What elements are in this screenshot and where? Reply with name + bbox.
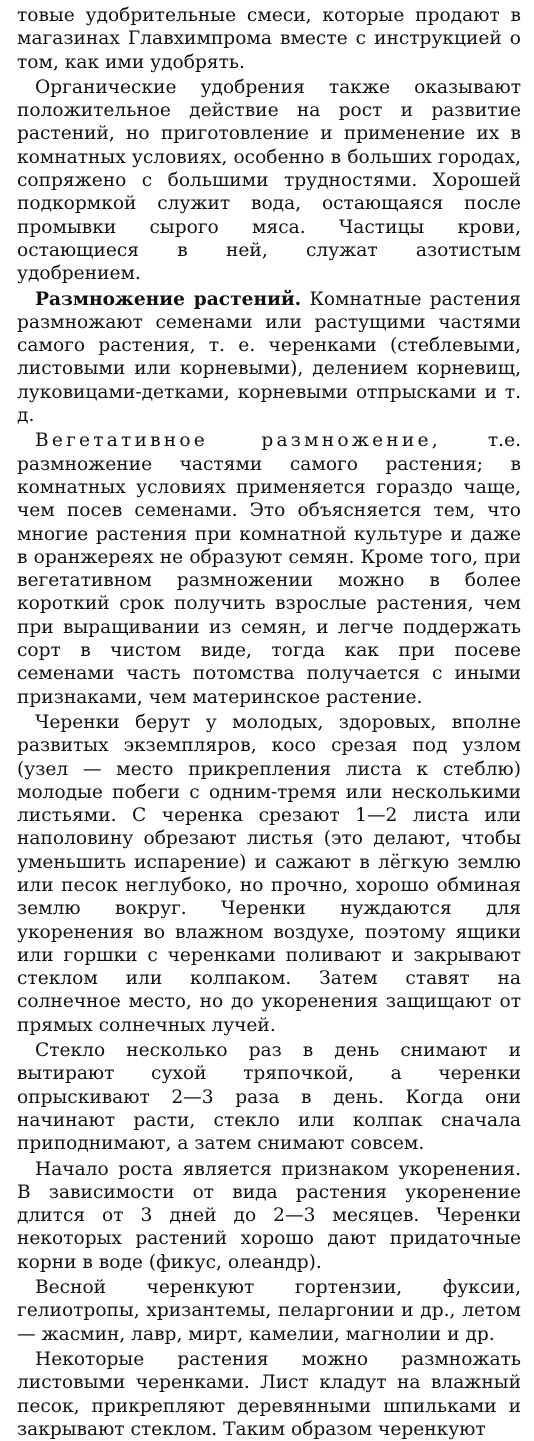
paragraph-text: , т.е. размножение частями самого растения; в комнатных условиях применяется гораздо чаще, чем посев семенами. Это объясняется тем, что многие растения при комнатной культуре и даже в оранжереях не образуют семян. Кроме того, при вегетативном размножении можно в более короткий срок получить взрослые растения, чем при выращивании из семян, и легче поддержать сорт в чистом виде, тогда как при посеве семенами часть потомства получается с иными признаками, чем материнское растение. [17, 430, 521, 708]
paragraph-text: Начало роста является признаком укоренения. В зависимости от вида растения укоренение длится от 3 дней до 2—3 месяцев. Черенки некоторых растений хорошо дают придаточные корни в воде (фикус, олеандр). [17, 1158, 521, 1273]
paragraph-text: Некоторые растения можно размножать листовыми черенками. Лист кладут на влажный песок, прикрепляют деревянными шпильками и закрывают стеклом. Таким образом черенкуют [17, 1348, 521, 1440]
paragraph-text: Комнатные растения размножают семенами или растущими частями самого растения, т. е. черенками (стеблевыми, листовыми или корневыми), делением корневищ, луковицами-детками, корневыми отпрысками и т. д. [17, 288, 521, 427]
paragraph-glass-care [17, 1039, 521, 1155]
paragraph-leaf-cuttings [17, 1348, 521, 1441]
paragraph-plant-propagation [17, 288, 521, 428]
paragraph-seasonal-cuttings [17, 1276, 521, 1346]
paragraph-fertilizer-mixes [17, 4, 521, 74]
paragraph-text: Весной черенкуют гортензии, фуксии, гелиотропы, хризантемы, пеларгонии и др., летом — жасмин, лавр, мирт, камелии, магнолии и др. [17, 1277, 521, 1345]
section-heading-propagation: Размножение растений. [35, 288, 302, 310]
paragraph-text: Органические удобрения также оказывают положительное действие на рост и развитие растений, но приготовление и применение их в комнатных условиях, особенно в больших городах, сопряжено с большими трудностями. Хорошей подкормкой служит вода, остающаяся после промывки сырого мяса. Частицы крови, остающиеся в ней, служат азотистым удобрением. [17, 76, 521, 285]
paragraph-cuttings [17, 711, 521, 1037]
paragraph-text: Черенки берут у молодых, здоровых, вполне развитых экземпляров, косо срезая под узлом (узел — место прикрепления листа к стеблю) молодые побеги с одним-тремя или несколькими листьями. С черенка срезают 1—2 листа или наполовину обрезают листья (это делают, чтобы уменьшить испарение) и сажают в лёгкую землю или песок неглубоко, но прочно, хорошо обминая землю вокруг. Черенки нуждаются для укоренения во влажном воздухе, поэтому ящики или горшки с черенками поливают и закрывают стеклом или колпаком. Затем ставят на солнечное место, но до укоренения защищают от прямых солнечных лучей. [17, 711, 521, 1036]
paragraph-rooting [17, 1158, 521, 1274]
emphasized-term: Вегетативное размножение [35, 430, 432, 452]
paragraph-vegetative-propagation [17, 429, 521, 709]
paragraph-text: Стекло несколько раз в день снимают и вытирают сухой тряпочкой, а черенки опрыскивают 2—3 раза в день. Когда они начинают расти, стекло или колпак сначала приподнимают, а затем снимают совсем. [17, 1040, 521, 1155]
paragraph-text: товые удобрительные смеси, которые продают в магазинах Главхимпрома вместе с инструкцией о том, как ими удобрять. [17, 5, 521, 73]
paragraph-organic-fertilizers [17, 76, 521, 286]
